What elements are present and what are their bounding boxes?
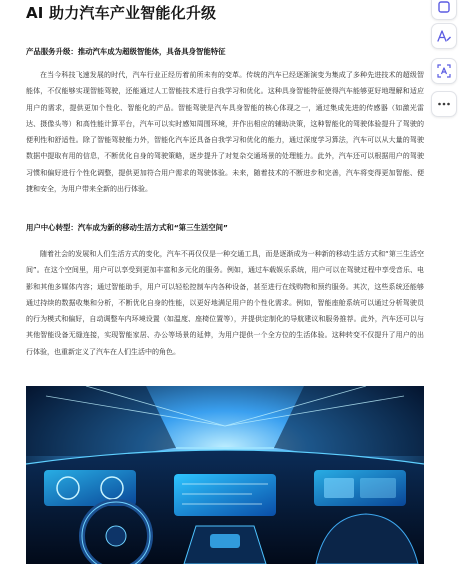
section-heading-user: 用户中心转型：汽车成为新的移动生活方式和“第三生活空间” <box>26 223 228 232</box>
translate-button[interactable] <box>431 58 457 84</box>
side-toolbar <box>430 0 473 564</box>
section-heading-product: 产品服务升级：推动汽车成为超级智能体，具备具身智能特征 <box>26 47 226 56</box>
document-title: AI 助力汽车产业智能化升级 <box>26 4 217 22</box>
text-style-icon <box>436 28 452 44</box>
app-button[interactable] <box>431 0 457 20</box>
more-icon <box>436 96 452 112</box>
section-body-product: 在当今科技飞速发展的时代，汽车行业正经历着前所未有的变革。传统的汽车已经逐渐演变为集成了多种先进技术的超级智能体，不仅能够实现智能驾驶，还能通过人工智能技术进行自我学习和优化。这种具身智能特征使得汽车能够更好地理解和适应用户的需求，提供更加个性化、智能化的产品。智能驾驶是汽车具身智能的核心体现之一，通过集成先进的传感器（如激光雷达、摄像头等）和高性能计算平台，汽车可以实时感知周围环境，并作出相应的辅助决策，这种智能化的驾驶体验提升了驾驶的便利性和舒适性。除了智能驾驶能力外，智能化汽车还具备自我学习和优化的能力，通过深度学习算法，汽车可以从大量的驾驶数据中提取有用的信息，不断优化自身的驾驶策略，逐步提升了对复杂交通场景的处理能力。此外，汽车还可以根据用户的驾驶习惯和偏好进行个性化调整，提供更加符合用户需求的驾驶体验。未来，随着技术的不断进步和完善，汽车将变得更加智能、便捷和安全，为用户带来全新的出行体验。 <box>26 71 424 194</box>
text-style-button[interactable] <box>431 23 457 49</box>
car-cabin-illustration <box>26 386 424 564</box>
more-button[interactable] <box>431 91 457 117</box>
section-body-user: 随着社会的发展和人们生活方式的变化，汽车不再仅仅是一种交通工具，而是逐渐成为一种新的移动生活方式和“第三生活空间”。在这个空间里，用户可以享受到更加丰富和多元化的服务。例如，通过车载娱乐系统，用户可以在驾驶过程中享受音乐、电影和其他多媒体内容；通过智能助手，用户可以轻松控制车内各种设备，甚至进行在线购物和预约服务。其次，这些系统还能够通过持续的数据收集和分析，不断优化自身的性能，以更好地满足用户的个性化需求。例如，智能座舱系统可以通过分析驾驶员的行为模式和偏好，自动调整车内环境设置（如温度、座椅位置等），并提供定制化的导航建议和服务推荐。此外，汽车还可以与其他智能设备无缝连接，实现智能家居、办公等场景的延伸，为用户提供一个全方位的生活体验。这种转变不仅提升了用户的出行体验，也重新定义了汽车在人们生活中的角色。 <box>26 250 424 356</box>
car-cabin-image <box>26 386 424 564</box>
app-icon <box>437 0 451 14</box>
translate-icon <box>436 63 452 79</box>
